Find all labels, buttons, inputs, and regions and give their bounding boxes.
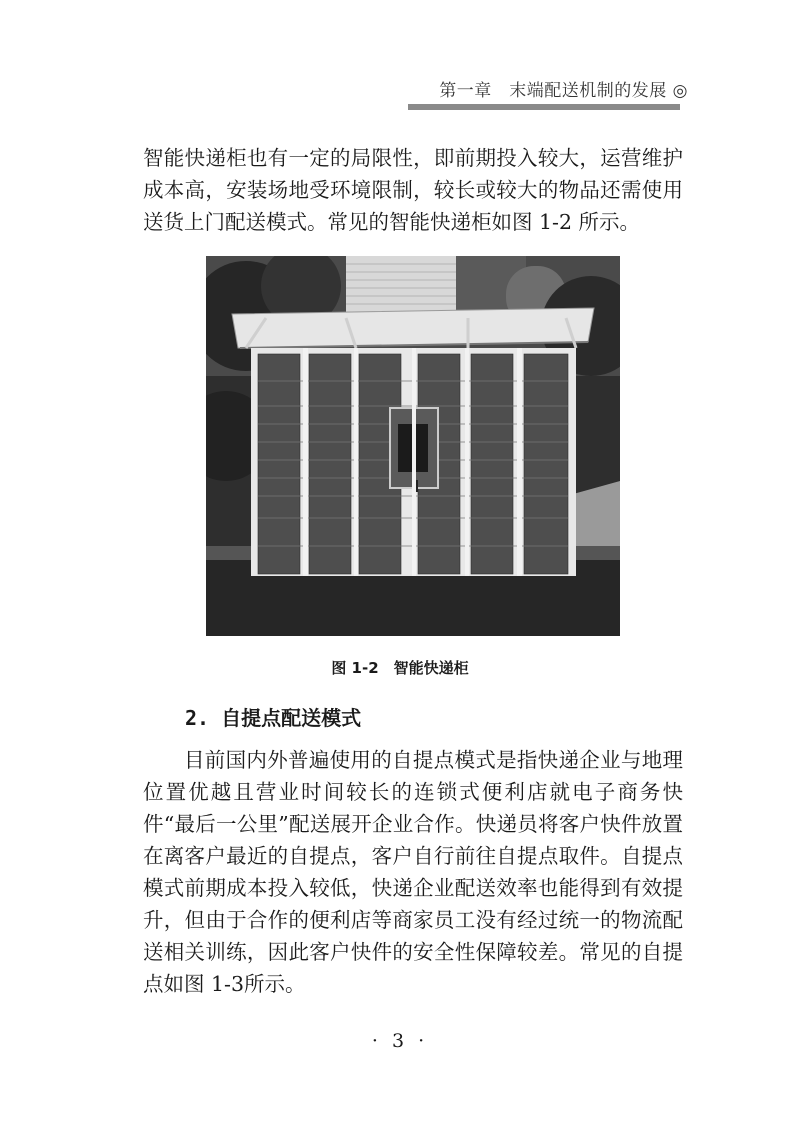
section-body: 目前国内外普遍使用的自提点模式是指快递企业与地理位置优越且营业时间较长的连锁式便利店就电子商务快件“最后一公里”配送展开企业合作。快递员将客户快件放置在离客户最近的自提点，客户自行前往自提点取件。自提点模式前期成本投入较低，快递企业配送效率也能得到有效提升，但由于合作的便利店等商家员工没有经过统一的物流配送相关训练，因此客户快件的安全性保障较差。常见的自提点如图 1-3所示。 <box>143 748 683 996</box>
figure-caption: 图 1-2 智能快递柜 <box>331 659 469 677</box>
smart-locker-photo <box>206 256 620 636</box>
intro-paragraph: 智能快递柜也有一定的局限性，即前期投入较大，运营维护成本高，安装场地受环境限制，较长或较大的物品还需使用送货上门配送模式。常见的智能快递柜如图 1-2 所示。 <box>143 146 683 234</box>
header-rule <box>408 104 680 110</box>
page-number: · 3 · <box>371 1030 429 1052</box>
running-header: 第一章 末端配送机制的发展 ◎ <box>439 81 688 101</box>
section-heading: 2. 自提点配送模式 <box>185 706 362 730</box>
